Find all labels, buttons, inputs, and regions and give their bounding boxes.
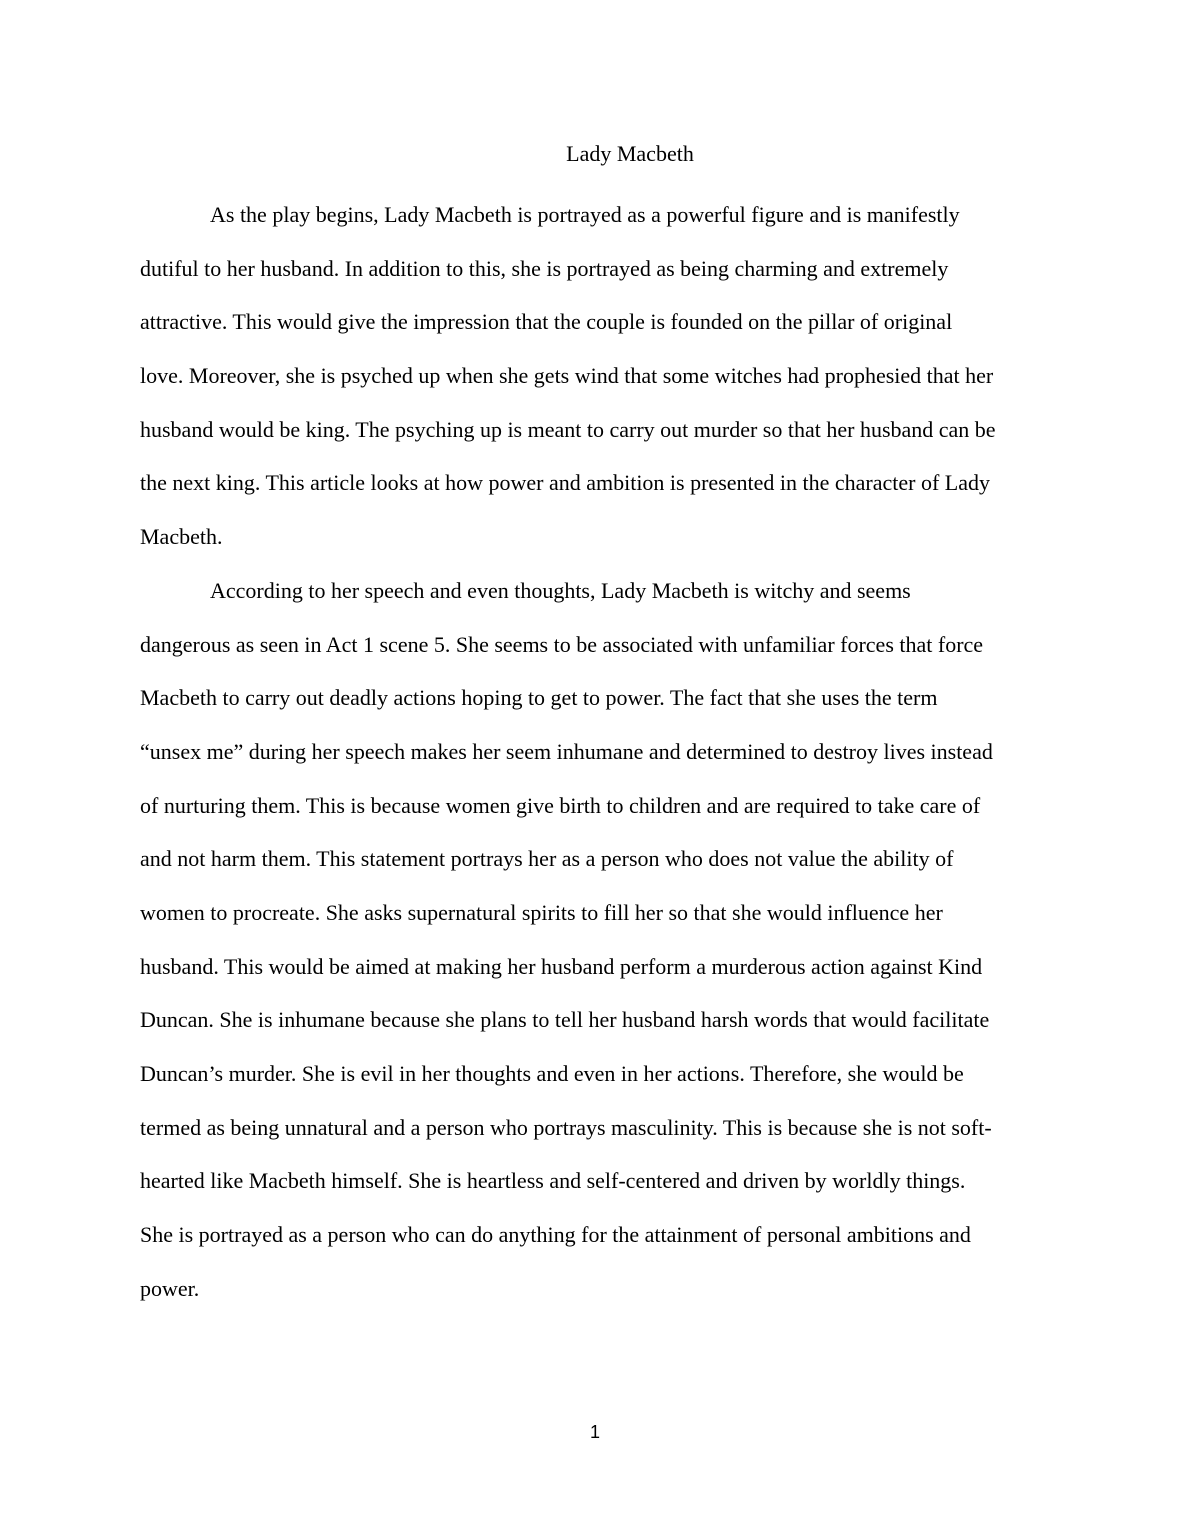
paragraph-line: husband would be king. The psyching up is meant to carry out murder so that her husband can be — [140, 416, 996, 442]
document-body — [140, 188, 1052, 1315]
paragraph-line: dutiful to her husband. In addition to this, she is portrayed as being charming and extremely — [140, 255, 949, 281]
paragraph-line: of nurturing them. This is because women give birth to children and are required to take care of — [140, 792, 981, 818]
paragraph-line: husband. This would be aimed at making her husband perform a murderous action against Kind — [140, 953, 983, 979]
paragraph-line: dangerous as seen in Act 1 scene 5. She seems to be associated with unfamiliar forces that force — [140, 631, 984, 657]
paragraph-line: Macbeth. — [140, 524, 223, 550]
paragraph-line: According to her speech and even thoughts, Lady Macbeth is witchy and seems — [210, 577, 911, 603]
document-title: Lady Macbeth — [566, 141, 694, 166]
paragraph-line: Duncan. She is inhumane because she plans to tell her husband harsh words that would facilitate — [140, 1007, 990, 1033]
paragraph-line: attractive. This would give the impression that the couple is founded on the pillar of original — [140, 309, 953, 335]
page-number: 1 — [589, 1422, 600, 1442]
paragraph-line: “unsex me” during her speech makes her seem inhumane and determined to destroy lives instead — [140, 738, 993, 764]
paragraph-line: hearted like Macbeth himself. She is heartless and self-centered and driven by worldly things. — [140, 1168, 966, 1194]
paragraph-line: women to procreate. She asks supernatural spirits to fill her so that she would influence her — [140, 899, 943, 925]
paragraph-line: She is portrayed as a person who can do anything for the attainment of personal ambitions and — [140, 1222, 971, 1248]
paragraph-line: Macbeth to carry out deadly actions hoping to get to power. The fact that she uses the term — [140, 685, 938, 711]
paragraph-line: and not harm them. This statement portrays her as a person who does not value the ability of — [140, 846, 954, 872]
paragraph-2 — [140, 564, 1052, 1316]
paragraph-line: the next king. This article looks at how power and ambition is presented in the character of Lady — [140, 470, 991, 496]
paragraph-line: power. — [140, 1275, 200, 1301]
paragraph-line: Duncan’s murder. She is evil in her thoughts and even in her actions. Therefore, she would be — [140, 1061, 964, 1086]
paragraph-1 — [140, 188, 1052, 564]
paragraph-line: love. Moreover, she is psyched up when she gets wind that some witches had prophesied that her — [140, 363, 994, 389]
paragraph-line: termed as being unnatural and a person who portrays masculinity. This is because she is not soft- — [140, 1114, 992, 1140]
paragraph-line: As the play begins, Lady Macbeth is portrayed as a powerful figure and is manifestly — [210, 202, 960, 227]
